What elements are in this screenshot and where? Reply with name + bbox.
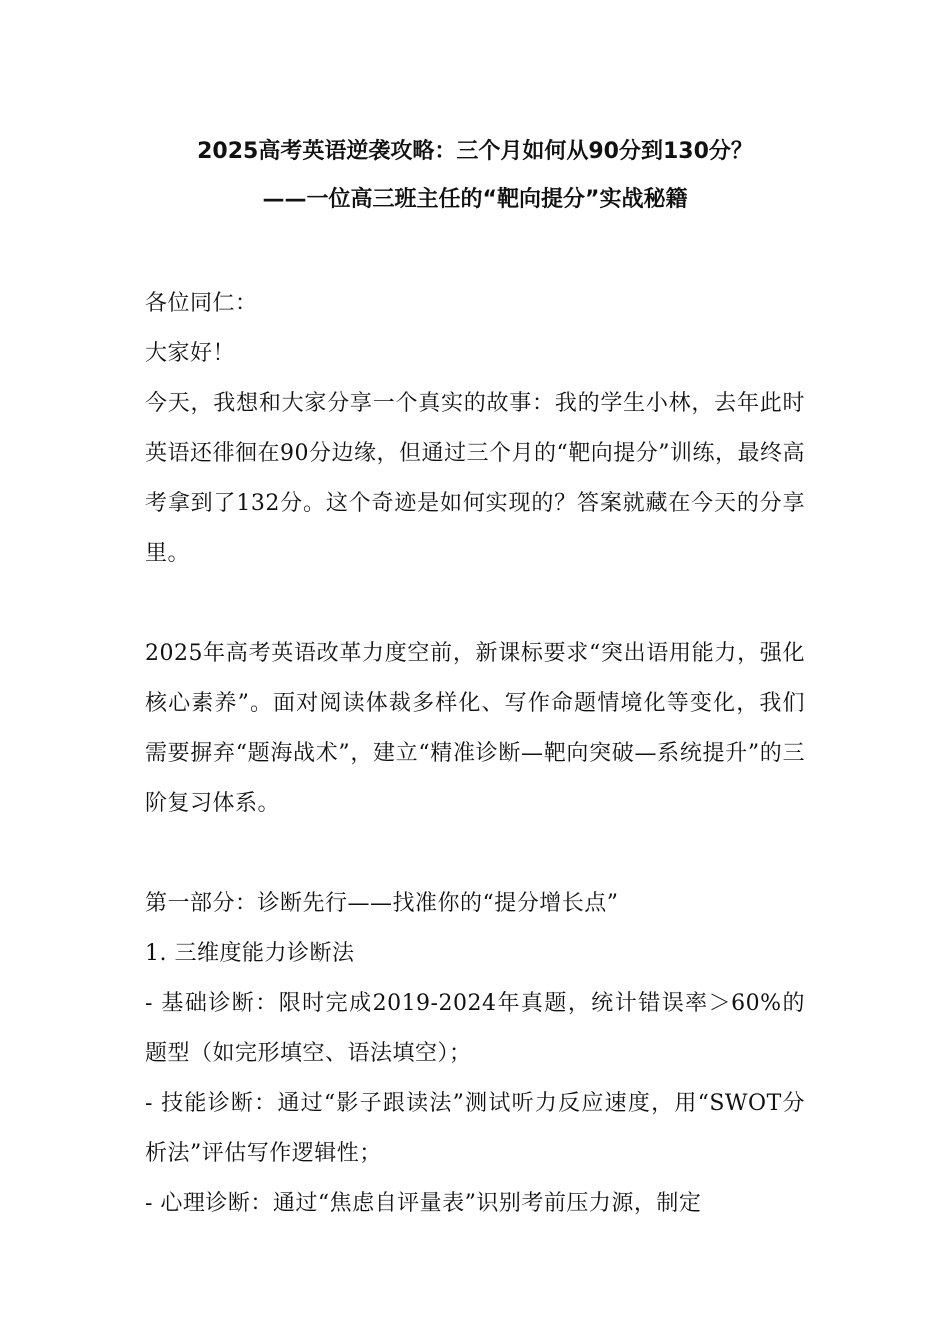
paragraph-story: 今天，我想和大家分享一个真实的故事：我的学生小林，去年此时英语还徘徊在90分边缘，但通过三个月的“靶向提分”训练，最终高考拿到了132分。这个奇迹是如何实现的？答案就藏在今天的分享里。 [145,391,805,566]
document-title: 2025高考英语逆袭攻略：三个月如何从90分到130分？ [197,139,753,164]
paragraph-spacer [145,579,805,629]
paragraph-spacer [145,829,805,879]
list-item: - 心理诊断：通过“焦虑自评量表”识别考前压力源，制定 [145,1191,702,1216]
section-heading: 第一部分：诊断先行——找准你的“提分增长点” [145,891,619,916]
paragraph-reform: 2025年高考英语改革力度空前，新课标要求“突出语用能力，强化核心素养”。面对阅读体裁多样化、写作命题情境化等变化，我们需要摒弃“题海战术”，建立“精准诊断—靶向突破—系统提升”的三阶复习体系。 [145,641,805,816]
hello-line: 大家好！ [145,341,236,366]
subsection-heading: 1. 三维度能力诊断法 [145,941,355,966]
list-item: - 基础诊断：限时完成2019-2024年真题，统计错误率＞60%的题型（如完形填空、语法填空）； [145,991,805,1066]
greeting-line: 各位同仁： [145,291,258,316]
document-body [145,279,805,1229]
document-subtitle: ——一位高三班主任的“靶向提分”实战秘籍 [262,187,688,212]
list-item: - 技能诊断：通过“影子跟读法”测试听力反应速度，用“SWOT分析法”评估写作逻辑性； [145,1091,805,1166]
